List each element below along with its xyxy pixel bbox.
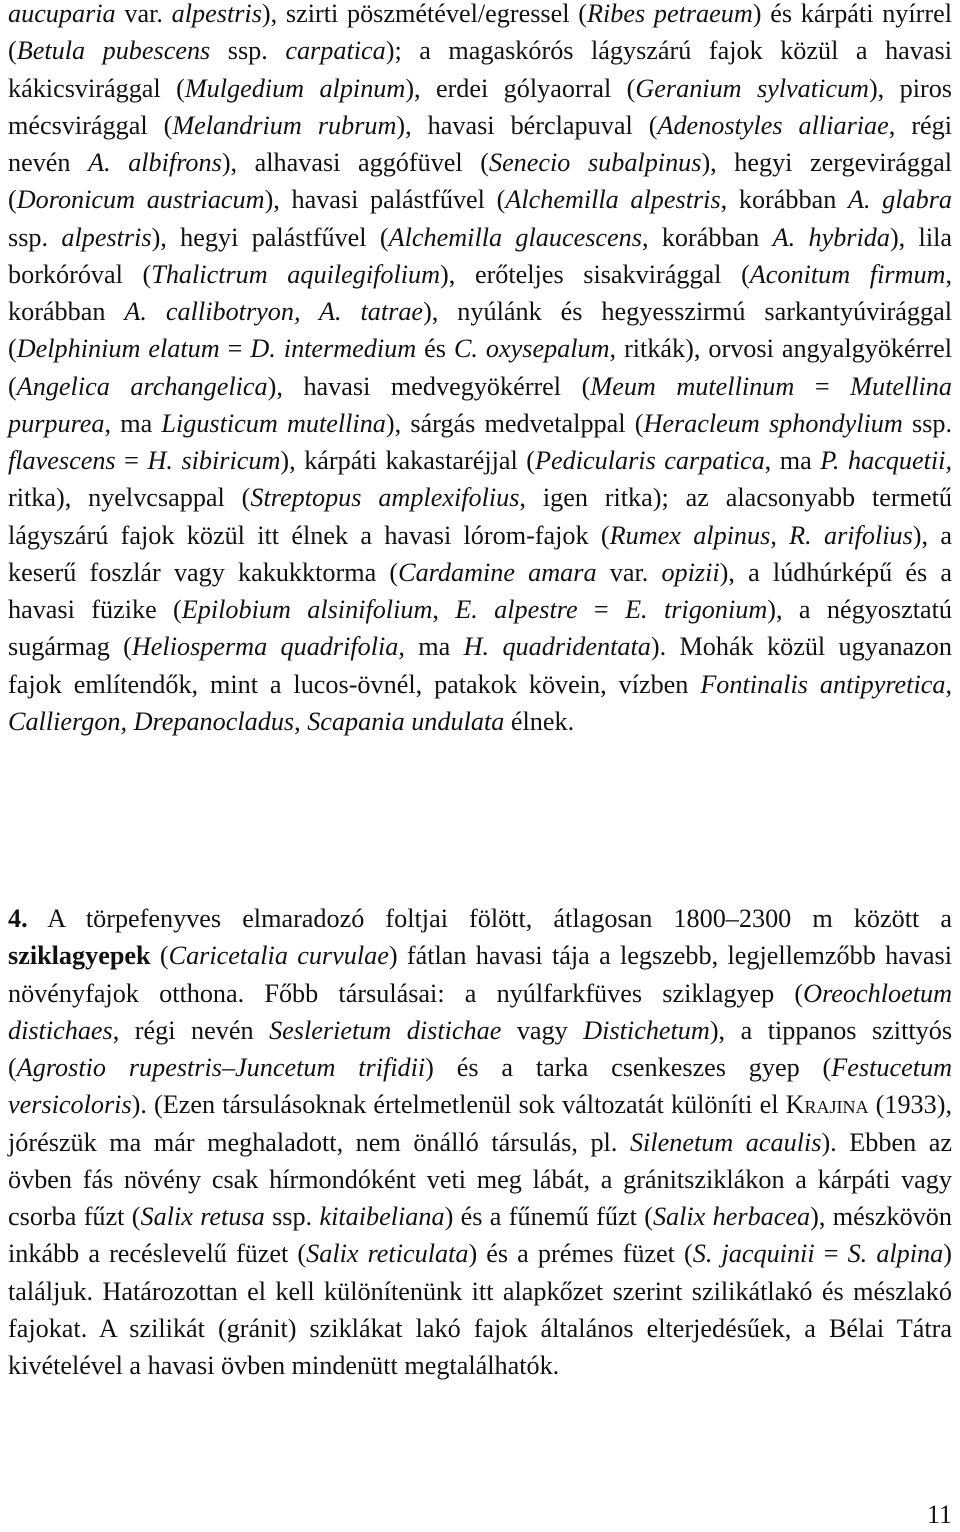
text-run: ,	[770, 520, 790, 550]
text-run: vagy	[501, 1015, 584, 1045]
text-run: ), havasi bérclapuval (	[396, 110, 658, 140]
text-run: ma	[404, 632, 464, 662]
text-run: , korábban	[641, 222, 773, 252]
text-run: ssp.	[902, 408, 952, 438]
species-name: opizii	[661, 557, 720, 587]
species-name: carpatica	[285, 36, 386, 66]
species-name: H. sibiricum	[147, 446, 281, 475]
species-name: A. callibotryon, A. tatrae	[124, 297, 424, 326]
species-name: Pedicularis carpatica	[535, 446, 765, 475]
text-run: ), a keserű foszlár vagy kakukktorma (	[8, 520, 952, 587]
species-name: Geranium sylvaticum	[635, 73, 869, 103]
species-name: Fontinalis antipyretica	[700, 669, 946, 699]
species-name: Angelica archangelica	[16, 371, 268, 401]
text-run: , ritkák), orvosi angyalgyökérrel (	[8, 334, 952, 401]
text-run: ), mészkövön inkább a recéslevelű füzet (	[8, 1202, 952, 1269]
species-name: alpestris	[171, 0, 262, 28]
page-number: 11	[926, 1500, 952, 1529]
text-run: ). Ebben az övben fás növény csak hírmondóként veti meg lábát, a gránitsziklákon a kárpáti vagy csorba fűzt (	[8, 1127, 952, 1231]
paragraph-high-tall-herb-flora	[8, 0, 952, 740]
text-run: ) és kárpáti nyírrel (	[8, 0, 953, 66]
species-name: C. oxysepalum	[453, 334, 610, 364]
species-name: Seslerietum distichae	[269, 1015, 502, 1045]
text-run: , ma	[764, 446, 821, 475]
text-run: ssp.	[264, 1202, 320, 1231]
species-name: Thalictrum aquilegifolium	[151, 259, 441, 289]
text-run: var.	[115, 0, 172, 28]
text-run: , régi nevén	[112, 1015, 270, 1045]
text-run: var.	[596, 557, 662, 587]
species-name: Rumex alpinus	[609, 520, 771, 550]
text-run: ), havasi medvegyökérrel (	[267, 371, 591, 401]
author-name: Krajina	[785, 1090, 869, 1120]
species-name: Doronicum austriacum	[16, 185, 265, 215]
emphasis-bold: 4.	[8, 904, 28, 933]
species-name: Heracleum sphondylium	[643, 408, 903, 438]
text-run: (1933), jórészük ma már meghaladott, nem önálló társulás, pl.	[8, 1090, 952, 1157]
text-run: (	[150, 941, 169, 971]
text-run: ), hegyi zergevirággal (	[8, 148, 953, 215]
species-name: Streptopus amplexifolius	[250, 483, 520, 513]
species-name: Senecio subalpinus	[488, 148, 702, 177]
text-run: ) és a fűnemű fűzt (	[444, 1202, 653, 1231]
species-name: Oreochloetum distichaes	[8, 978, 952, 1045]
species-name: Caricetalia curvulae	[168, 941, 389, 971]
species-name: kitaibeliana	[319, 1202, 445, 1231]
species-name: Meum mutellinum	[590, 371, 795, 401]
species-name: A. hybrida	[772, 222, 890, 252]
text-run: ), lila borkóróval (	[8, 222, 953, 289]
text-run: ), havasi palástfűvel (	[264, 185, 506, 215]
text-run: és	[416, 334, 454, 364]
text-run: ), alhavasi aggófüvel (	[221, 148, 489, 177]
text-run: élnek.	[504, 706, 575, 736]
text-run: ), a tippanos szittyós (	[8, 1015, 953, 1082]
species-name: Ribes petraeum	[586, 0, 753, 28]
species-name: Silenetum acaulis	[629, 1127, 822, 1157]
text-run: ritka), nyelvcsappal (	[8, 483, 251, 513]
text-run: ssp.	[8, 222, 62, 252]
text-run: =	[814, 1239, 848, 1269]
text-run: =	[577, 595, 626, 624]
text-run: ) fátlan havasi tája a legszebb, legjellemzőbb havasi növényfajok otthona. Főbb társulásai: a nyúlfarkfüves sziklagyep (	[8, 941, 952, 1008]
text-run: ), szirti pöszmétével/egressel (	[261, 0, 587, 28]
species-name: Scapania undulata	[307, 706, 505, 736]
species-name: Ligusticum mutellina	[161, 408, 386, 438]
text-run: , korábban	[720, 185, 848, 215]
species-name: Alchemilla alpestris	[505, 185, 721, 215]
species-name: Melandrium rubrum	[172, 110, 397, 140]
text-run: ), a lúdhúrképű és a havasi füzike (	[8, 557, 952, 624]
text-run: ), nyúlánk és hegyesszirmú sarkantyúvirággal (	[8, 297, 952, 364]
text-run: ) és a prémes füzet (	[468, 1239, 693, 1269]
species-name: P. hacquetii,	[820, 446, 952, 475]
species-name: Mutellina purpurea	[8, 371, 952, 438]
species-name: Festucetum versicoloris	[8, 1053, 952, 1120]
text-run: , korábban	[8, 259, 952, 326]
text-run: ); a magaskórós lágyszárú fajok közül a havasi kákicsvirággal (	[8, 36, 952, 103]
text-run: ,	[294, 706, 308, 736]
species-name: Mulgedium alpinum	[184, 73, 406, 103]
species-name: Betula pubescens	[16, 36, 211, 66]
species-name: Adenostyles alliariae	[657, 110, 889, 140]
text-run: ,	[945, 669, 952, 699]
text-run: A törpefenyves elmaradozó foltjai fölött, átlagosan 1800–2300 m között a	[27, 904, 952, 933]
species-name: Aconitum firmum	[749, 259, 946, 289]
text-run: ,	[432, 595, 456, 624]
text-run: ), erdei gólyaorral (	[405, 73, 636, 103]
species-name: flavescens	[8, 446, 116, 475]
text-run: ), hegyi palástfűvel (	[151, 222, 389, 252]
species-name: Agrostio rupestris–Juncetum trifidii	[16, 1053, 426, 1082]
species-name: A. glabra	[847, 185, 953, 215]
species-name: Epilobium alsinifolium	[181, 595, 433, 624]
text-run: , igen ritka); az alacsonyabb termetű lágyszárú fajok közül itt élnek a havasi lórom-fajok (	[8, 483, 952, 550]
text-run: ) és a tarka csenkeszes gyep (	[425, 1053, 832, 1082]
text-run: ), kárpáti kakastaréjjal (	[280, 446, 536, 475]
species-name: alpestris	[61, 222, 152, 252]
species-name: R. arifolius	[789, 520, 913, 550]
species-name: Alchemilla glaucescens	[388, 222, 642, 252]
text-run: ). (Ezen társulásoknak értelmetlenül sok változatát különíti el	[131, 1090, 786, 1120]
species-name: Delphinium elatum	[16, 334, 220, 364]
species-name: H. quadridentata	[463, 632, 651, 662]
text-run: =	[115, 446, 148, 475]
text-run: ), a négyosztatú sugármag (	[8, 595, 952, 662]
text-run: ), sárgás medvetalppal (	[385, 408, 644, 438]
text-run: , ma	[104, 408, 162, 438]
text-run: ) találjuk. Határozottan el kell különítenünk itt alapkőzet szerint szilikátlakó és mészlakó fajokat. A szilikát (gránit) sziklákat lakó fajok általános elterjedésűek, a Bélai Tátra kivételével a havasi övben mindenütt megtalálhatók.	[8, 1239, 952, 1380]
species-name: Cardamine amara	[398, 557, 597, 587]
text-run: ssp.	[210, 36, 286, 66]
species-name: Heliosperma quadrifolia,	[131, 632, 405, 662]
paragraph-alpine-meadows	[8, 900, 952, 1384]
species-name: A. albifrons	[88, 148, 222, 177]
text-run: =	[794, 371, 851, 401]
species-name: Salix reticulata	[306, 1239, 469, 1269]
text-run: ), erőteljes sisakvirággal (	[440, 259, 750, 289]
species-name: Salix retusa	[140, 1202, 265, 1231]
species-name: Calliergon, Drepanocladus	[8, 706, 295, 736]
emphasis-bold: sziklagyepek	[8, 941, 151, 971]
text-run: , régi nevén	[8, 110, 953, 177]
species-name: D. intermedium	[250, 334, 417, 364]
text-run: ), piros mécsvirággal (	[8, 73, 952, 140]
species-name: S. jacquinii	[692, 1239, 815, 1269]
species-name: E. trigonium	[625, 595, 768, 624]
text-run: ). Mohák közül ugyanazon fajok említendők, mint a lucos-övnél, patakok kövein, vízben	[8, 632, 952, 699]
species-name: E. alpestre	[455, 595, 578, 624]
species-name: Salix herbacea	[652, 1202, 811, 1231]
species-name: Distichetum	[583, 1015, 710, 1045]
species-name: aucuparia	[8, 0, 116, 28]
species-name: S. alpina	[847, 1239, 944, 1269]
text-run: =	[219, 334, 251, 364]
